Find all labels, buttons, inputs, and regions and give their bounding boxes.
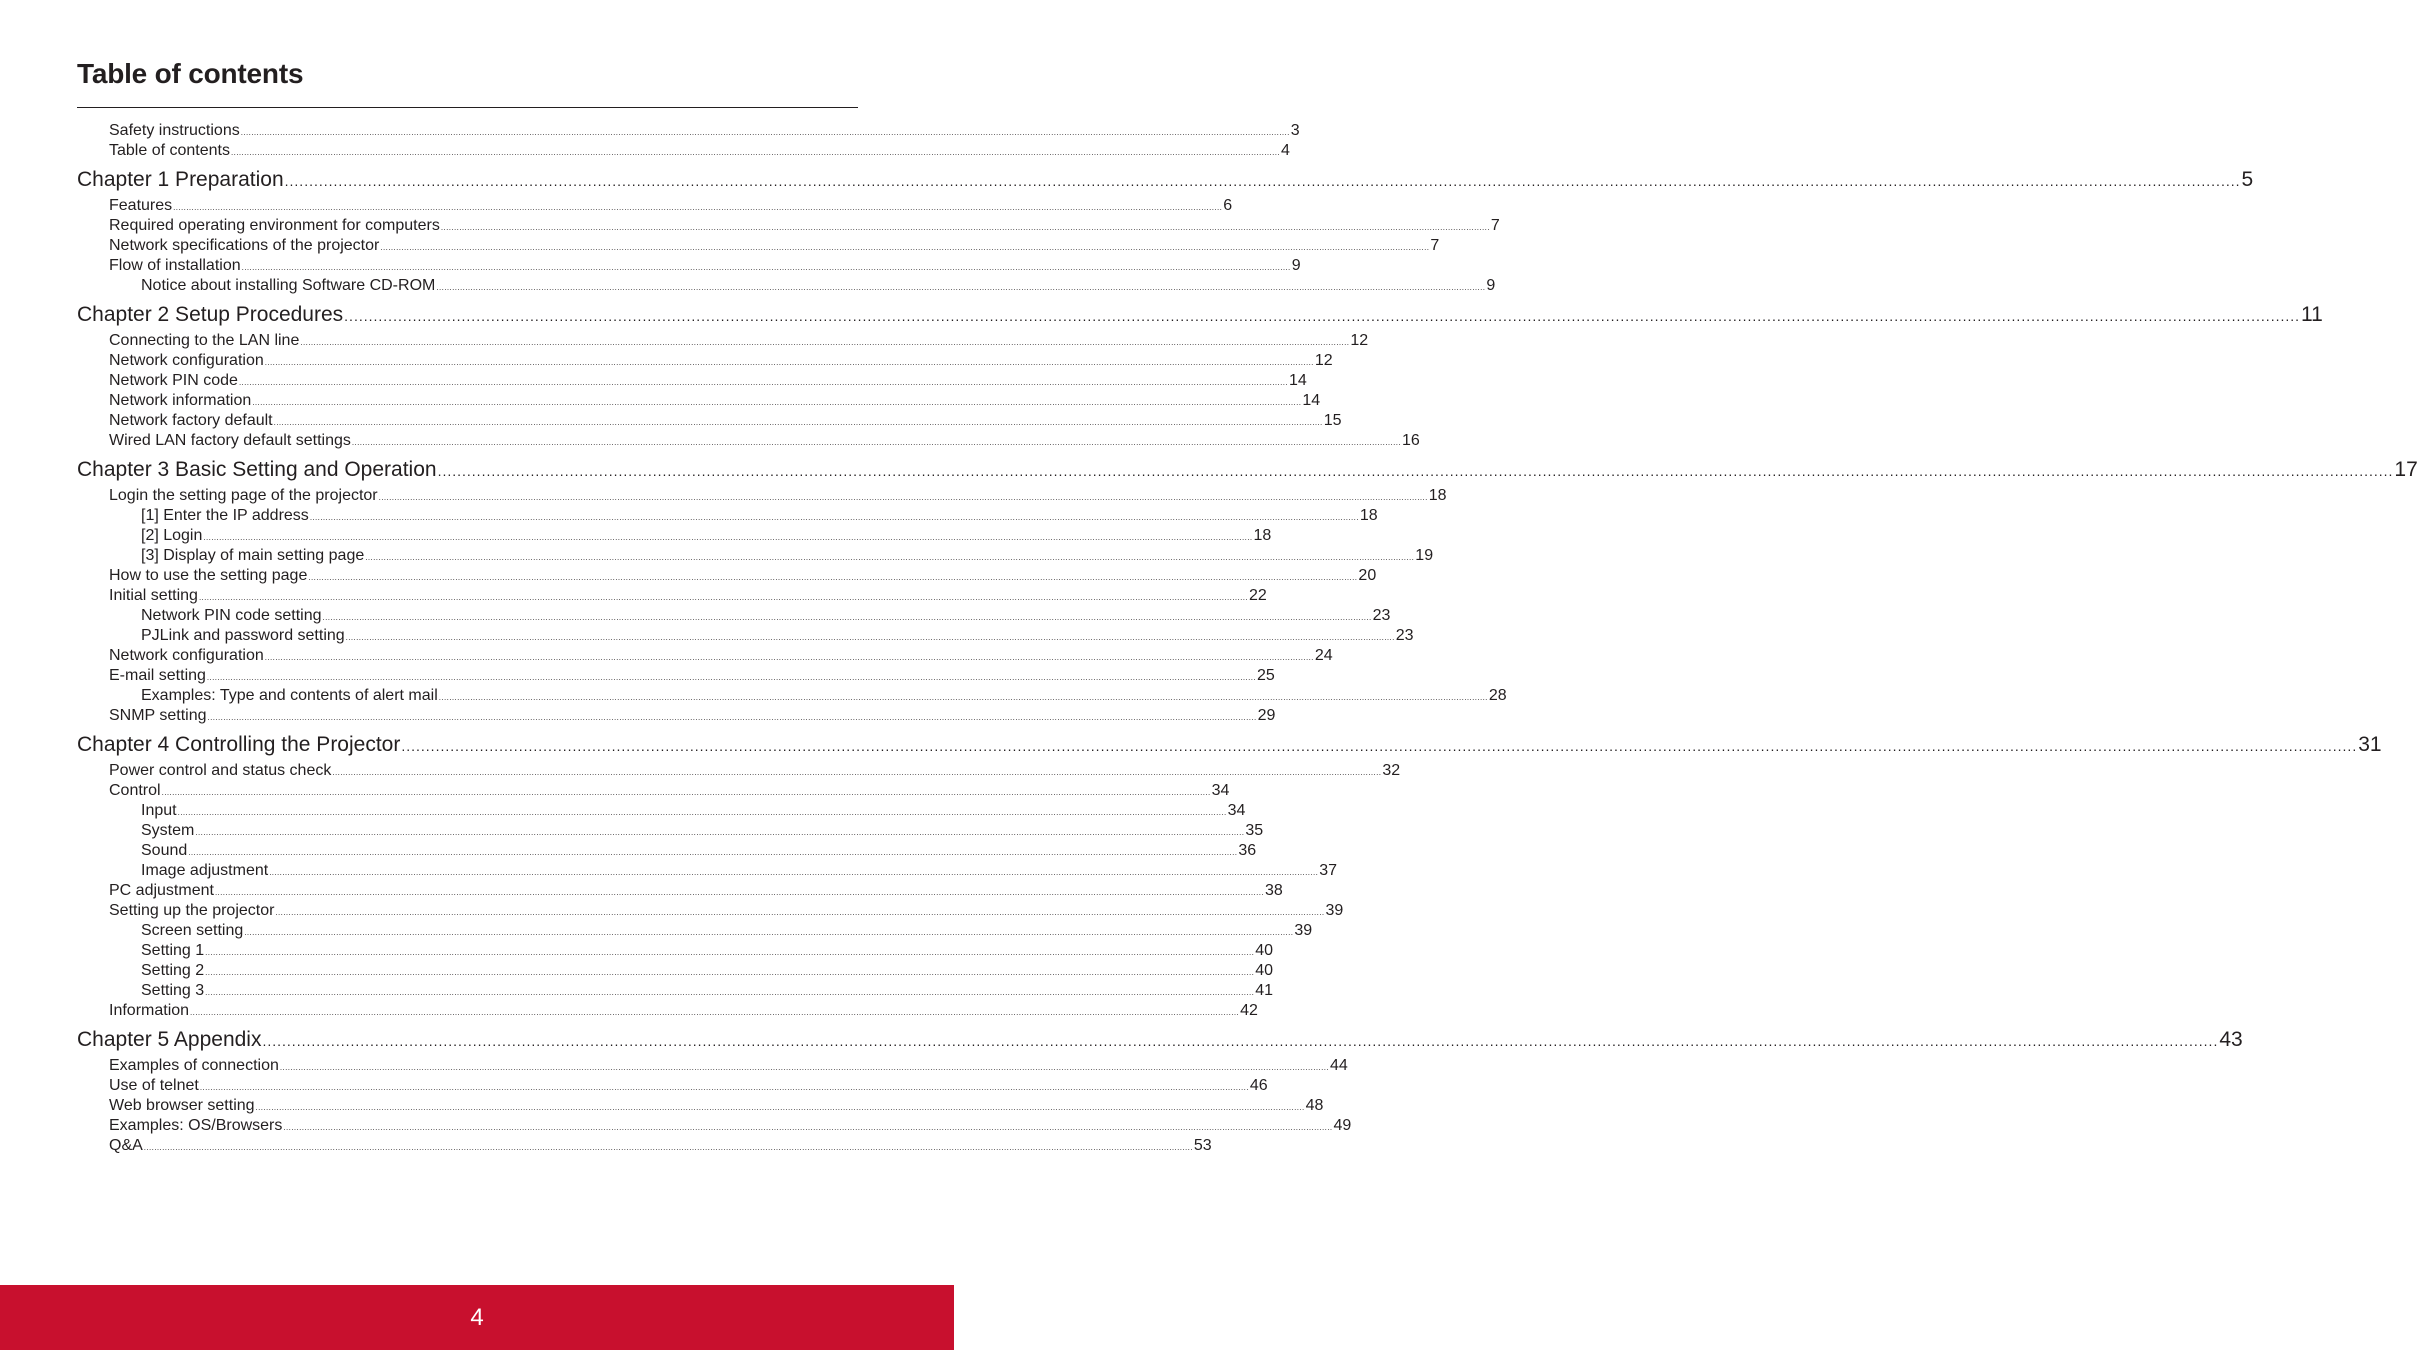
- toc-entry-label: PJLink and password setting: [141, 627, 345, 644]
- toc-entry[interactable]: [109, 371, 1307, 391]
- toc-entry-page: 7: [1490, 217, 1500, 234]
- toc-entry-page: 14: [1302, 392, 1321, 409]
- toc-entry[interactable]: [109, 216, 1500, 236]
- toc-entry[interactable]: [109, 1096, 1324, 1116]
- toc-entry-label: Setting 1: [141, 942, 205, 959]
- dot-leader: ................................................................................................................................................................................................................................................................................................................................................................................................................: [300, 338, 1350, 347]
- toc-entry-label: Network specifications of the projector: [109, 237, 380, 254]
- toc-entry[interactable]: [109, 586, 1267, 606]
- toc-entry-page: 14: [1289, 372, 1307, 389]
- toc-entry-page: 36: [1238, 842, 1257, 859]
- toc-entry[interactable]: [109, 351, 1333, 371]
- dot-leader: ................................................................................................................................................................................................................................................................................................................................................................................................................: [203, 533, 1253, 542]
- toc-entry-page: 38: [1265, 882, 1283, 899]
- toc-entry-label: Chapter 4 Controlling the Projector: [77, 733, 401, 756]
- toc-entry-page: 34: [1211, 782, 1230, 799]
- toc-entry-page: 24: [1314, 647, 1333, 664]
- toc-entry[interactable]: [109, 1136, 1212, 1156]
- toc-entry[interactable]: [109, 391, 1321, 411]
- toc-entry-page: 6: [1223, 197, 1233, 214]
- toc-entry-label: Control: [109, 782, 161, 799]
- dot-leader: ................................................................................................................................................................................................................................................................................................................................................................................................................: [205, 968, 1255, 977]
- toc-entry-page: 19: [1415, 547, 1434, 564]
- dot-leader: ................................................................................................................................................................................................................................................................................................................................................................................................................: [264, 653, 1314, 662]
- toc-entry-page: 25: [1256, 667, 1275, 684]
- toc-entry-label: Setting 3: [141, 982, 205, 999]
- dot-leader: ................................................................................................................................................................................................................................................................................................................................................................................................................: [214, 888, 1264, 897]
- toc-entry[interactable]: [109, 1001, 1258, 1021]
- toc-entry-label: [3] Display of main setting page: [141, 547, 365, 564]
- toc-entry[interactable]: [109, 781, 1230, 801]
- dot-leader: ................................................................................................................................................................................................................................................................................................................................................................................................................: [345, 633, 1395, 642]
- toc-entry-label: Setting 2: [141, 962, 205, 979]
- toc-entry-label: How to use the setting page: [109, 567, 308, 584]
- toc-entry-label: Safety instructions: [109, 122, 240, 139]
- dot-leader: ................................................................................................................................................................................................................................................................................................................................................................................................................: [240, 128, 1290, 137]
- toc-chapter-entry[interactable]: [77, 167, 2254, 193]
- toc-entry-page: 53: [1193, 1137, 1212, 1154]
- toc-entry-label: Network PIN code: [109, 372, 238, 389]
- toc-entry-label: Chapter 2 Setup Procedures: [77, 303, 344, 326]
- toc-entry-label: [2] Login: [141, 527, 203, 544]
- toc-entry[interactable]: [109, 196, 1233, 216]
- dot-leader: ................................................................................................................................................................................................................................................................................................................................................................................................................: [177, 808, 1227, 817]
- toc-entry-page: 29: [1257, 707, 1276, 724]
- dot-leader: ................................................................................................................................................................................................................................................................................................................................................................................................................: [332, 768, 1382, 777]
- toc-entry-page: 34: [1227, 802, 1246, 819]
- dot-leader: ................................................................................................................................................................................................................................................................................................................................................................................................................: [378, 493, 1428, 502]
- toc-entry-label: Chapter 3 Basic Setting and Operation: [77, 458, 437, 481]
- toc-entry-page: 40: [1255, 962, 1274, 979]
- toc-entry[interactable]: [141, 626, 1414, 646]
- toc-entry-page: 41: [1255, 982, 1274, 999]
- toc-chapter-entry[interactable]: [77, 457, 2418, 483]
- toc-entry[interactable]: [141, 941, 1274, 961]
- toc-entry-page: 49: [1333, 1117, 1352, 1134]
- footer-bar: [0, 1285, 954, 1350]
- toc-entry-page: 39: [1325, 902, 1344, 919]
- dot-leader: ................................................................................................................................................................................................................................................................................................................................................................................................................: [351, 438, 1401, 447]
- toc-entry-label: Sound: [141, 842, 188, 859]
- dot-leader: ................................................................................................................................................................................................................................................................................................................................................................................................................: [275, 908, 1325, 917]
- toc-entry-label: Wired LAN factory default settings: [109, 432, 351, 449]
- dot-leader: ................................................................................................................................................................................................................................................................................................................................................................................................................: [173, 203, 1223, 212]
- toc-entry-page: 46: [1249, 1077, 1268, 1094]
- toc-entry-page: 5: [2241, 168, 2254, 191]
- toc-entry[interactable]: [141, 606, 1391, 626]
- toc-entry-label: Power control and status check: [109, 762, 332, 779]
- toc-entry-label: SNMP setting: [109, 707, 207, 724]
- toc-entry-page: 43: [2219, 1028, 2243, 1051]
- dot-leader: ................................................................................................................................................................................................................................................................................................................................................................................................................: [188, 848, 1238, 857]
- toc-entry[interactable]: [109, 1116, 1352, 1136]
- toc-entry-page: 22: [1249, 587, 1267, 604]
- toc-entry[interactable]: [141, 981, 1274, 1001]
- dot-leader: ................................................................................................................................................................................................................................................................................................................................................................................................................: [244, 928, 1294, 937]
- toc-entry[interactable]: [109, 1056, 1348, 1076]
- toc-entry-label: Web browser setting: [109, 1097, 255, 1114]
- dot-leader: ................................................................................................................................................................................................................................................................................................................................................................................................................: [308, 573, 1358, 582]
- dot-leader: ................................................................................................................................................................................................................................................................................................................................................................................................................: [198, 593, 1248, 602]
- toc-entry[interactable]: [141, 526, 1272, 546]
- toc-entry-label: Initial setting: [109, 587, 198, 604]
- toc-entry-label: Network configuration: [109, 352, 264, 369]
- toc-entry-label: Network configuration: [109, 647, 264, 664]
- toc-entry[interactable]: [141, 821, 1264, 841]
- toc-entry-page: 23: [1395, 627, 1414, 644]
- page-number: 4: [470, 1304, 484, 1331]
- dot-leader: ................................................................................................................................................................................................................................................................................................................................................................................................................: [190, 1008, 1240, 1017]
- toc-entry-label: Network factory default: [109, 412, 273, 429]
- dot-leader: ................................................................................................................................................................................................................................................................................................................................................................................................................: [205, 988, 1255, 997]
- toc-entry[interactable]: [141, 506, 1378, 526]
- toc-entry-page: 18: [1359, 507, 1378, 524]
- dot-leader: ................................................................................................................................................................................................................................................................................................................................................................................................................: [438, 693, 1488, 702]
- toc-entry[interactable]: [109, 331, 1369, 351]
- title-divider: [77, 107, 858, 108]
- toc-entry-page: 4: [1281, 142, 1290, 159]
- toc-entry-page: 12: [1350, 332, 1369, 349]
- toc-entry[interactable]: [109, 121, 1300, 141]
- dot-leader: ................................................................................................................................................................................................................................................................................................................................................................................................................: [262, 1033, 2219, 1049]
- toc-entry[interactable]: [109, 646, 1333, 666]
- toc-entry[interactable]: [141, 546, 1434, 566]
- dot-leader: ................................................................................................................................................................................................................................................................................................................................................................................................................: [284, 173, 2241, 189]
- toc-entry-label: PC adjustment: [109, 882, 214, 899]
- dot-leader: ................................................................................................................................................................................................................................................................................................................................................................................................................: [309, 513, 1359, 522]
- dot-leader: ................................................................................................................................................................................................................................................................................................................................................................................................................: [241, 263, 1291, 272]
- toc-entry-label: [1] Enter the IP address: [141, 507, 309, 524]
- toc-entry[interactable]: [109, 666, 1275, 686]
- toc-entry-label: Input: [141, 802, 177, 819]
- toc-entry-label: Image adjustment: [141, 862, 269, 879]
- toc-entry[interactable]: [109, 236, 1440, 256]
- toc-entry-label: Examples of connection: [109, 1057, 279, 1074]
- dot-leader: ................................................................................................................................................................................................................................................................................................................................................................................................................: [207, 713, 1257, 722]
- toc-entry-page: 7: [1430, 237, 1440, 254]
- toc-entry[interactable]: [109, 761, 1401, 781]
- dot-leader: ................................................................................................................................................................................................................................................................................................................................................................................................................: [437, 463, 2394, 479]
- toc-entry[interactable]: [141, 841, 1257, 861]
- toc-entry-page: 16: [1401, 432, 1420, 449]
- toc-entry-label: Information: [109, 1002, 190, 1019]
- toc-entry[interactable]: [141, 861, 1338, 881]
- toc-entry-page: 18: [1428, 487, 1447, 504]
- toc-entry-label: Chapter 5 Appendix: [77, 1028, 262, 1051]
- toc-entry-page: 31: [2358, 733, 2382, 756]
- toc-entry[interactable]: [109, 411, 1342, 431]
- dot-leader: ................................................................................................................................................................................................................................................................................................................................................................................................................: [269, 868, 1319, 877]
- dot-leader: ................................................................................................................................................................................................................................................................................................................................................................................................................: [195, 828, 1245, 837]
- toc-chapter-entry[interactable]: [77, 732, 2382, 758]
- toc-entry-label: Network information: [109, 392, 252, 409]
- toc-entry-label: Screen setting: [141, 922, 244, 939]
- toc-entry-label: Login the setting page of the projector: [109, 487, 378, 504]
- toc-entry-label: Examples: OS/Browsers: [109, 1117, 283, 1134]
- toc-entry[interactable]: [141, 921, 1313, 941]
- toc-entry-page: 17: [2394, 458, 2418, 481]
- dot-leader: ................................................................................................................................................................................................................................................................................................................................................................................................................: [380, 243, 1430, 252]
- dot-leader: ................................................................................................................................................................................................................................................................................................................................................................................................................: [436, 283, 1486, 292]
- toc-entry-page: 35: [1245, 822, 1264, 839]
- toc-entry-label: Required operating environment for computers: [109, 217, 440, 234]
- dot-leader: ................................................................................................................................................................................................................................................................................................................................................................................................................: [279, 1063, 1329, 1072]
- toc-entry[interactable]: [109, 566, 1377, 586]
- toc-entry-label: Connecting to the LAN line: [109, 332, 300, 349]
- toc-entry-label: Examples: Type and contents of alert mail: [141, 687, 438, 704]
- toc-entry[interactable]: [109, 431, 1420, 451]
- dot-leader: ................................................................................................................................................................................................................................................................................................................................................................................................................: [206, 673, 1256, 682]
- dot-leader: ................................................................................................................................................................................................................................................................................................................................................................................................................: [199, 1083, 1249, 1092]
- dot-leader: ................................................................................................................................................................................................................................................................................................................................................................................................................: [322, 613, 1372, 622]
- toc-entry-label: E-mail setting: [109, 667, 206, 684]
- toc-entry[interactable]: [109, 901, 1344, 921]
- toc-entry-page: 28: [1488, 687, 1507, 704]
- toc-entry-label: Notice about installing Software CD-ROM: [141, 277, 436, 294]
- dot-leader: ................................................................................................................................................................................................................................................................................................................................................................................................................: [401, 738, 2358, 754]
- dot-leader: ................................................................................................................................................................................................................................................................................................................................................................................................................: [283, 1123, 1333, 1132]
- toc-entry-page: 9: [1291, 257, 1301, 274]
- toc-entry[interactable]: [109, 256, 1301, 276]
- toc-entry-label: Q&A: [109, 1137, 143, 1154]
- toc-entry-label: Table of contents: [109, 142, 230, 159]
- toc-entry[interactable]: [109, 486, 1447, 506]
- dot-leader: ................................................................................................................................................................................................................................................................................................................................................................................................................: [264, 358, 1314, 367]
- dot-leader: ................................................................................................................................................................................................................................................................................................................................................................................................................: [440, 223, 1490, 232]
- toc-entry-page: 11: [2301, 303, 2323, 326]
- toc-entry-page: 23: [1372, 607, 1391, 624]
- toc-entry-page: 40: [1255, 942, 1274, 959]
- toc-entry[interactable]: [141, 686, 1507, 706]
- toc-entry-page: 9: [1486, 277, 1496, 294]
- toc-entry-page: 39: [1294, 922, 1313, 939]
- toc-entry-label: Flow of installation: [109, 257, 241, 274]
- toc-entry[interactable]: [141, 801, 1246, 821]
- dot-leader: ................................................................................................................................................................................................................................................................................................................................................................................................................: [365, 553, 1415, 562]
- toc-entry-label: Features: [109, 197, 173, 214]
- dot-leader: ................................................................................................................................................................................................................................................................................................................................................................................................................: [230, 148, 1281, 157]
- toc-entry-label: Setting up the projector: [109, 902, 275, 919]
- toc-entry[interactable]: [109, 706, 1276, 726]
- toc-entry-page: 18: [1253, 527, 1272, 544]
- dot-leader: ................................................................................................................................................................................................................................................................................................................................................................................................................: [344, 308, 2301, 324]
- page-title: Table of contents: [77, 58, 304, 89]
- toc-entry-label: System: [141, 822, 195, 839]
- toc-entry[interactable]: [109, 881, 1283, 901]
- toc-entry-page: 32: [1382, 762, 1401, 779]
- dot-leader: ................................................................................................................................................................................................................................................................................................................................................................................................................: [252, 398, 1302, 407]
- toc-entry-label: Chapter 1 Preparation: [77, 168, 284, 191]
- toc-entry-label: Use of telnet: [109, 1077, 199, 1094]
- toc-entry-page: 3: [1290, 122, 1300, 139]
- toc-entry-page: 37: [1319, 862, 1338, 879]
- dot-leader: ................................................................................................................................................................................................................................................................................................................................................................................................................: [143, 1143, 1193, 1152]
- dot-leader: ................................................................................................................................................................................................................................................................................................................................................................................................................: [255, 1103, 1305, 1112]
- toc-entry[interactable]: [141, 276, 1496, 296]
- toc-entry-page: 20: [1358, 567, 1377, 584]
- toc-chapter-entry[interactable]: [77, 302, 2323, 328]
- toc-entry[interactable]: [109, 1076, 1268, 1096]
- toc-entry-page: 44: [1329, 1057, 1348, 1074]
- toc-entry[interactable]: [109, 141, 1290, 161]
- toc-entry-page: 15: [1323, 412, 1342, 429]
- dot-leader: ................................................................................................................................................................................................................................................................................................................................................................................................................: [273, 418, 1323, 427]
- toc-entry-page: 48: [1305, 1097, 1324, 1114]
- toc-entry-page: 42: [1240, 1002, 1258, 1019]
- toc-entry-label: Network PIN code setting: [141, 607, 322, 624]
- toc-entry-page: 12: [1314, 352, 1333, 369]
- dot-leader: ................................................................................................................................................................................................................................................................................................................................................................................................................: [238, 378, 1288, 387]
- dot-leader: ................................................................................................................................................................................................................................................................................................................................................................................................................: [205, 948, 1255, 957]
- toc-chapter-entry[interactable]: [77, 1027, 2243, 1053]
- dot-leader: ................................................................................................................................................................................................................................................................................................................................................................................................................: [161, 788, 1211, 797]
- toc-entry[interactable]: [141, 961, 1274, 981]
